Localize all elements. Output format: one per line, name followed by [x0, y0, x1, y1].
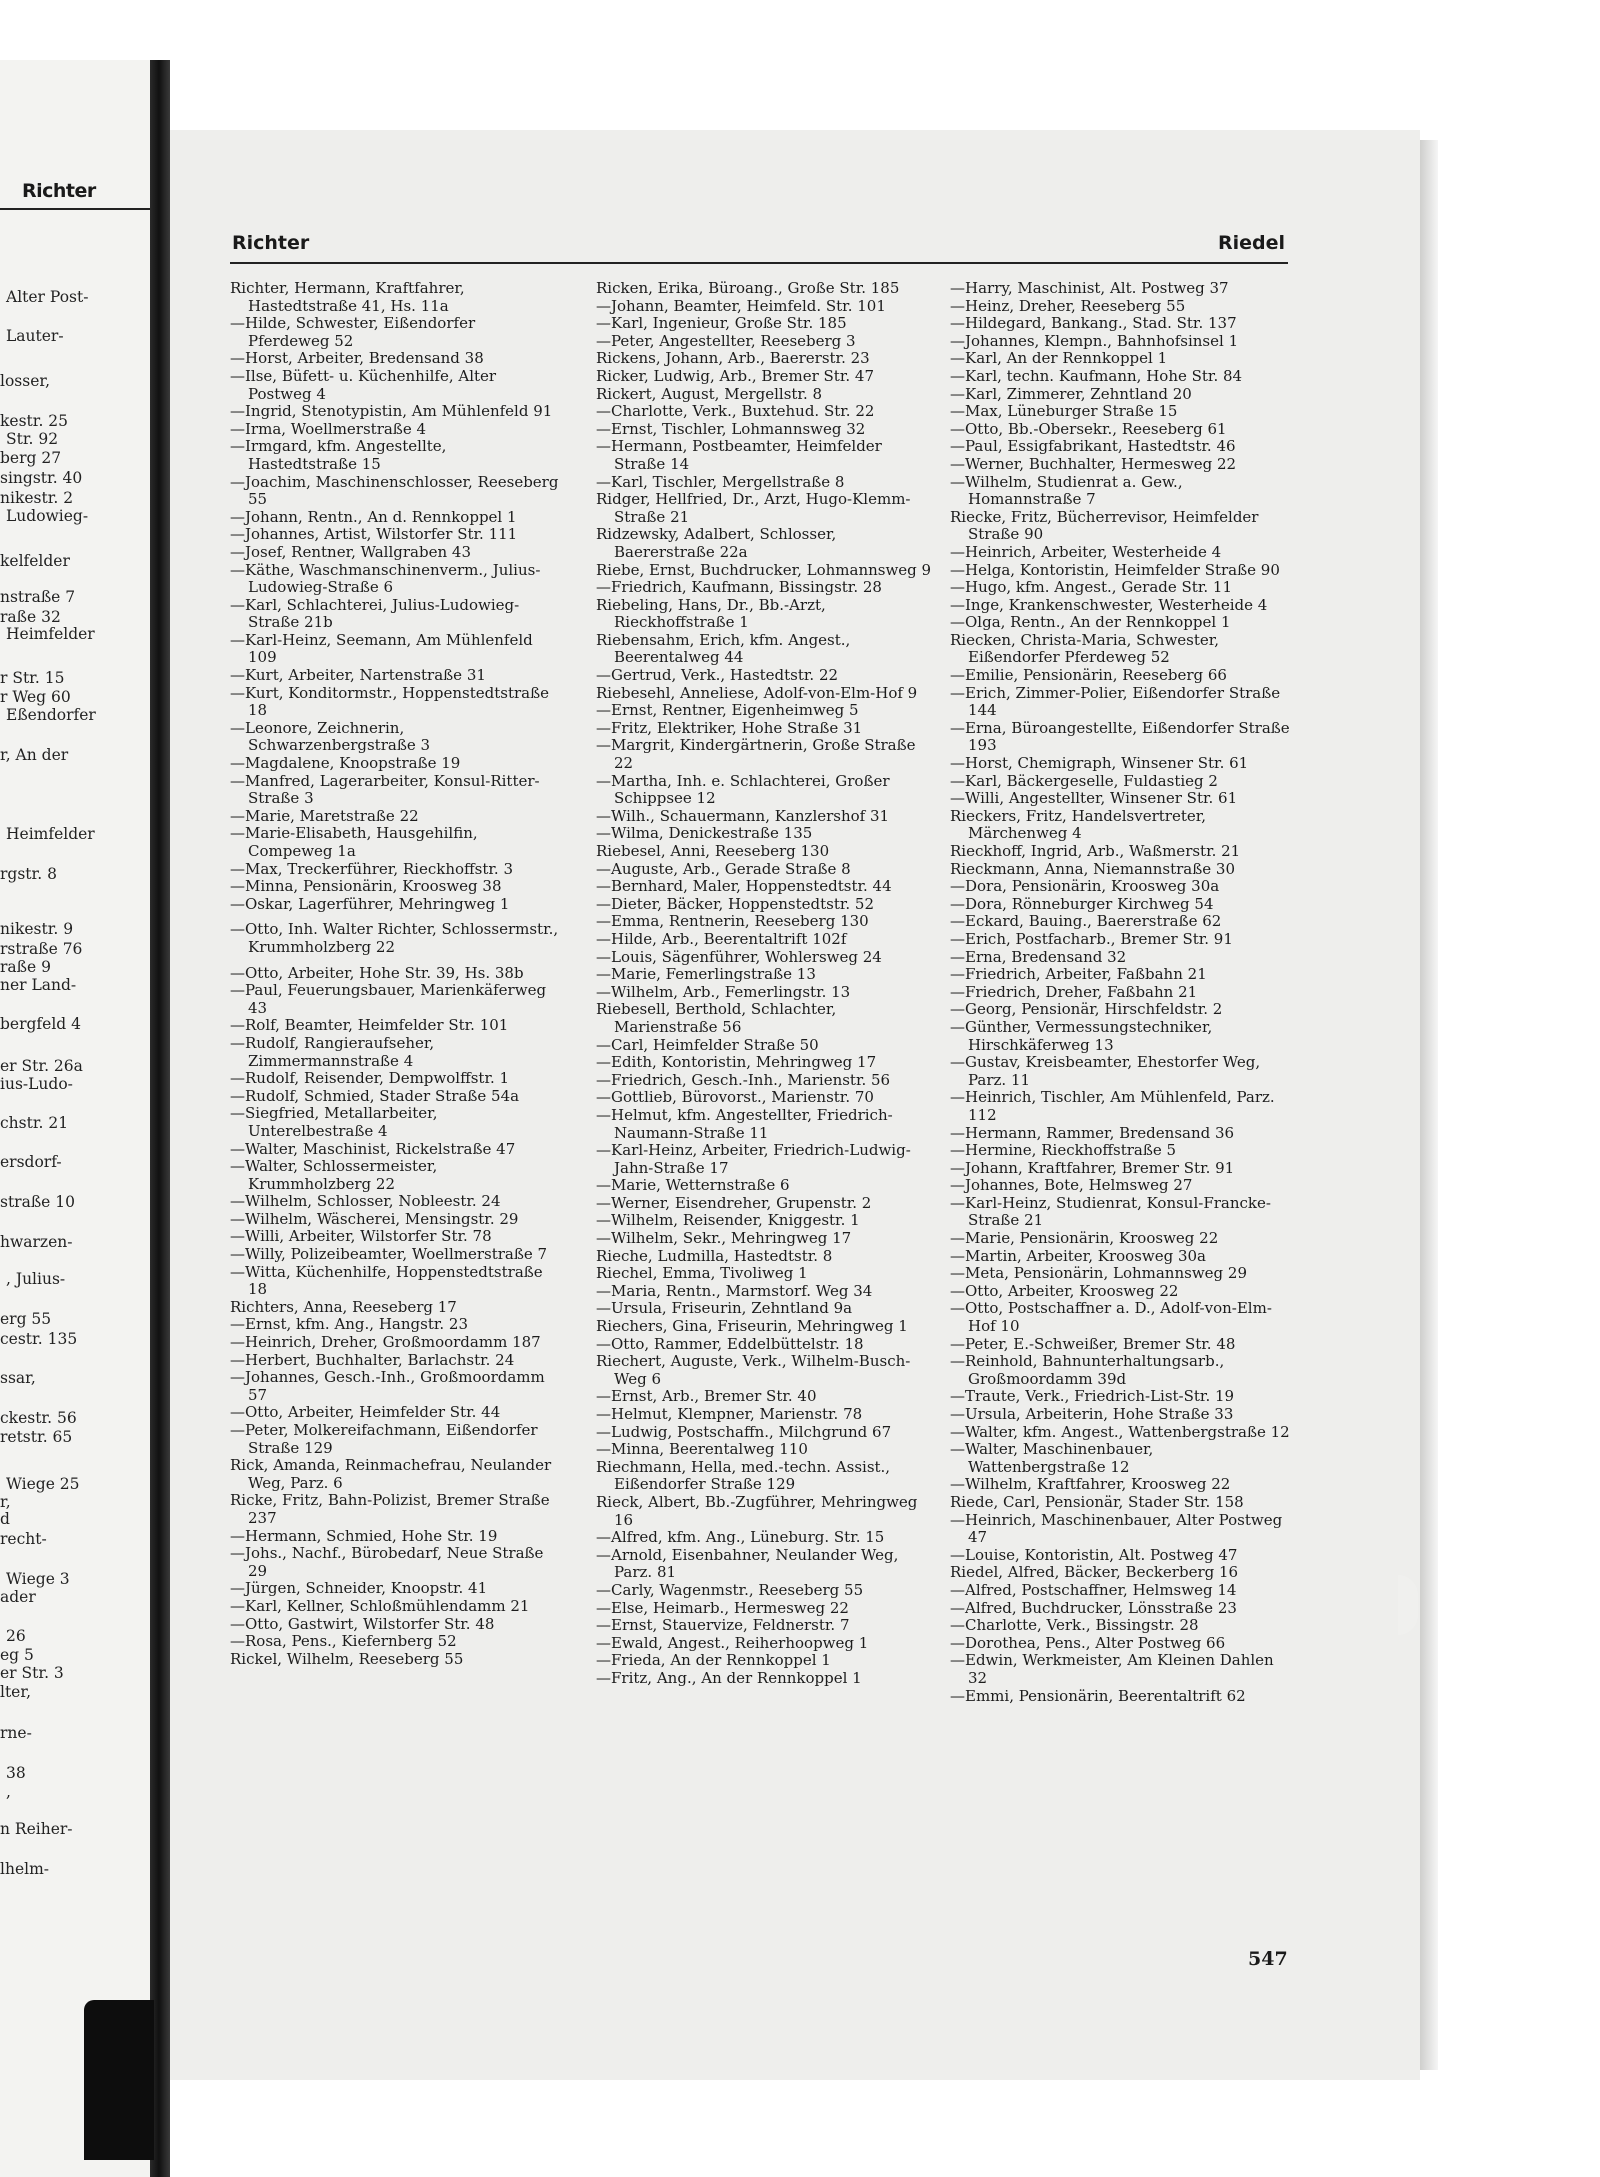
- left-text-fragment: berg 27: [0, 449, 62, 467]
- directory-entry: —Hildegard, Bankang., Stad. Str. 137: [950, 314, 1237, 333]
- directory-entry: Riebesel, Anni, Reeseberg 130: [596, 842, 830, 860]
- directory-entry: —Kurt, Arbeiter, Nartenstraße 31: [230, 666, 486, 685]
- directory-entry: Ricken, Erika, Büroang., Große Str. 185: [596, 279, 900, 297]
- directory-entry: —Karl, Zimmerer, Zehntland 20: [950, 384, 1192, 403]
- left-text-fragment: kestr. 25: [0, 412, 69, 430]
- left-text-fragment: er Str. 3: [0, 1664, 64, 1682]
- directory-entry: —Siegfried, Metallarbeiter, Unterelbestraße 4: [230, 1104, 438, 1140]
- directory-entry: —Frieda, An der Rennkoppel 1: [596, 1651, 831, 1670]
- directory-entry: —Irma, Woellmerstraße 4: [230, 419, 427, 438]
- directory-entry: —Ernst, Arb., Bremer Str. 40: [596, 1387, 817, 1406]
- directory-entry: —Peter, Molkereifachmann, Eißendorfer Straße 129: [230, 1421, 538, 1457]
- directory-entry: Riecken, Christa-Maria, Schwester, Eißendorfer Pferdeweg 52: [950, 630, 1220, 667]
- running-header: [230, 232, 1285, 262]
- directory-entry: —Paul, Essigfabrikant, Hastedtstr. 46: [950, 437, 1236, 456]
- directory-entry: —Johannes, Bote, Helmsweg 27: [950, 1176, 1193, 1195]
- directory-entry: —Johann, Kraftfahrer, Bremer Str. 91: [950, 1158, 1235, 1177]
- directory-entry: —Hermann, Schmied, Hohe Str. 19: [230, 1526, 498, 1545]
- directory-entry: —Marie, Maretstraße 22: [230, 806, 419, 825]
- directory-entry: —Ernst, Rentner, Eigenheimweg 5: [596, 701, 859, 720]
- directory-entry: —Georg, Pensionär, Hirschfeldstr. 2: [950, 1000, 1223, 1019]
- directory-entry: Rieck, Albert, Bb.-Zugführer, Mehringweg 16: [596, 1492, 918, 1529]
- directory-entry: —Karl, techn. Kaufmann, Hohe Str. 84: [950, 366, 1243, 385]
- directory-entry: —Karl, Bäckergeselle, Fuldastieg 2: [950, 771, 1218, 790]
- header-last-entry: Riedel: [1217, 232, 1285, 254]
- directory-entry: —Walter, Schlossermeister, Krummholzberg 22: [230, 1157, 438, 1193]
- directory-entry: —Karl-Heinz, Studienrat, Konsul-Francke-Straße 21: [950, 1193, 1271, 1230]
- directory-entry: —Johs., Nachf., Bürobedarf, Neue Straße 29: [230, 1544, 544, 1580]
- directory-entry: —Meta, Pensionärin, Lohmannsweg 29: [950, 1264, 1248, 1283]
- left-text-fragment: Wiege 25: [6, 1475, 80, 1493]
- directory-entry: Rickel, Wilhelm, Reeseberg 55: [230, 1649, 464, 1668]
- directory-entry: —Heinrich, Arbeiter, Westerheide 4: [950, 542, 1222, 561]
- directory-entry: —Peter, Angestellter, Reeseberg 3: [596, 331, 856, 350]
- directory-entry: —Louise, Kontoristin, Alt. Postweg 47: [950, 1545, 1238, 1564]
- directory-entry: —Reinhold, Bahnunterhaltungsarb., Großmoordamm 39d: [950, 1352, 1225, 1388]
- directory-entry: —Martin, Arbeiter, Kroosweg 30a: [950, 1246, 1206, 1265]
- directory-entry: —Wilhelm, Sekr., Mehringweg 17: [596, 1229, 852, 1248]
- directory-entry: —Günther, Vermessungstechniker, Hirschkäferweg 13: [950, 1017, 1213, 1054]
- directory-entry: —Ernst, Stauervize, Feldnerstr. 7: [596, 1616, 850, 1635]
- directory-entry: —Johann, Rentn., An d. Rennkoppel 1: [230, 507, 517, 526]
- left-text-fragment: rne-: [0, 1724, 32, 1742]
- directory-entry: —Heinrich, Tischler, Am Mühlenfeld, Parz. 112: [950, 1088, 1275, 1124]
- directory-entry: —Carl, Heimfelder Straße 50: [596, 1035, 819, 1054]
- directory-entry: —Auguste, Arb., Gerade Straße 8: [596, 859, 851, 878]
- header-first-entry: Richter: [232, 232, 310, 254]
- left-text-fragment: chstr. 21: [0, 1114, 69, 1132]
- directory-entry: —Manfred, Lagerarbeiter, Konsul-Ritter-Straße 3: [230, 771, 540, 808]
- directory-entry: —Ernst, kfm. Ang., Hangstr. 23: [230, 1315, 469, 1334]
- left-text-fragment: ,: [6, 1783, 11, 1801]
- directory-entry: Richter, Hermann, Kraftfahrer, Hastedtstraße 41, Hs. 11a: [230, 279, 465, 315]
- left-text-fragment: er Str. 26a: [0, 1057, 83, 1075]
- left-text-fragment: r,: [0, 1493, 11, 1511]
- directory-entry: —Max, Lüneburger Straße 15: [950, 402, 1178, 421]
- directory-entry: Ridzewsky, Adalbert, Schlosser, Baererstraße 22a: [596, 525, 837, 561]
- directory-entry: —Wilhelm, Wäscherei, Mensingstr. 29: [230, 1209, 519, 1228]
- left-text-fragment: hwarzen-: [0, 1233, 73, 1251]
- directory-entry: —Emilie, Pensionärin, Reeseberg 66: [950, 666, 1227, 685]
- directory-entry: —Otto, Bb.-Obersekr., Reeseberg 61: [950, 419, 1227, 438]
- left-text-fragment: d: [0, 1510, 10, 1528]
- left-text-fragment: Alter Post-: [6, 288, 89, 306]
- directory-entry: Rieckers, Fritz, Handelsvertreter, Märchenweg 4: [950, 806, 1207, 843]
- directory-entry: —Willi, Arbeiter, Wilstorfer Str. 78: [230, 1227, 492, 1246]
- left-text-fragment: rstraße 76: [0, 940, 83, 958]
- directory-entry: Riedel, Alfred, Bäcker, Beckerberg 16: [950, 1563, 1239, 1582]
- directory-entry: —Walter, Maschinist, Rickelstraße 47: [230, 1139, 516, 1158]
- directory-column-2: [596, 280, 936, 1688]
- directory-entry: —Alfred, kfm. Ang., Lüneburg. Str. 15: [596, 1528, 885, 1547]
- directory-entry: —Dora, Pensionärin, Kroosweg 30a: [950, 877, 1220, 896]
- left-text-fragment: bergfeld 4: [0, 1015, 82, 1033]
- directory-entry: —Erna, Bredensand 32: [950, 947, 1127, 966]
- directory-entry: —Walter, Maschinenbauer, Wattenbergstraße 12: [950, 1440, 1154, 1476]
- directory-entry: —Inge, Krankenschwester, Westerheide 4: [950, 595, 1268, 614]
- directory-entry: —Hugo, kfm. Angest., Gerade Str. 11: [950, 578, 1232, 597]
- directory-entry: Riebesell, Berthold, Schlachter, Marienstraße 56: [596, 1000, 837, 1036]
- directory-entry: —Carly, Wagenmstr., Reeseberg 55: [596, 1580, 864, 1599]
- directory-entry: —Wilhelm, Schlosser, Nobleestr. 24: [230, 1192, 501, 1211]
- left-text-fragment: erg 55: [0, 1310, 52, 1328]
- directory-entry: —Helga, Kontoristin, Heimfelder Straße 90: [950, 560, 1280, 579]
- left-text-fragment: Lauter-: [6, 327, 64, 345]
- directory-entry: —Karl-Heinz, Arbeiter, Friedrich-Ludwig-Jahn-Straße 17: [596, 1141, 911, 1177]
- directory-entry: —Ursula, Friseurin, Zehntland 9a: [596, 1299, 853, 1318]
- left-text-fragment: , Julius-: [6, 1270, 66, 1288]
- directory-entry: —Charlotte, Verk., Bissingstr. 28: [950, 1616, 1199, 1635]
- directory-entry: Rieckhoff, Ingrid, Arb., Waßmerstr. 21: [950, 842, 1241, 860]
- left-text-fragment: ius-Ludo-: [0, 1075, 73, 1093]
- left-header-rule: [0, 208, 150, 210]
- directory-entry: —Karl, An der Rennkoppel 1: [950, 349, 1168, 368]
- directory-entry: —Oskar, Lagerführer, Mehringweg 1: [230, 894, 510, 913]
- directory-entry: Riebesehl, Anneliese, Adolf-von-Elm-Hof 9: [596, 683, 918, 702]
- directory-entry: —Dieter, Bäcker, Hoppenstedtstr. 52: [596, 894, 875, 913]
- directory-entry: —Johannes, Artist, Wilstorfer Str. 111: [230, 525, 518, 544]
- directory-entry: —Erich, Postfacharb., Bremer Str. 91: [950, 929, 1233, 948]
- directory-entry: —Louis, Sägenführer, Wohlersweg 24: [596, 947, 882, 966]
- directory-entry: —Minna, Pensionärin, Kroosweg 38: [230, 877, 502, 896]
- left-text-fragment: nstraße 7: [0, 588, 76, 606]
- left-text-fragment: r Weg 60: [0, 688, 71, 706]
- directory-entry: —Rudolf, Rangieraufseher, Zimmermannstraße 4: [230, 1033, 435, 1070]
- directory-entry: —Johann, Beamter, Heimfeld. Str. 101: [596, 296, 886, 315]
- directory-entry: —Marie-Elisabeth, Hausgehilfin, Compeweg 1a: [230, 824, 478, 860]
- directory-entry: —Rosa, Pens., Kiefernberg 52: [230, 1632, 457, 1651]
- directory-entry: —Karl-Heinz, Seemann, Am Mühlenfeld 109: [230, 630, 533, 667]
- directory-entry: —Otto, Inh. Walter Richter, Schlossermstr., Krummholzberg 22: [230, 920, 559, 956]
- directory-entry: —Karl, Kellner, Schloßmühlendamm 21: [230, 1596, 530, 1615]
- directory-entry: Riechmann, Hella, med.-techn. Assist., Eißendorfer Straße 129: [596, 1457, 891, 1494]
- left-text-fragment: ersdorf-: [0, 1153, 62, 1171]
- page-edge: [1420, 140, 1438, 2070]
- left-text-fragment: lhelm-: [0, 1860, 50, 1878]
- directory-entry: Rieckmann, Anna, Niemannstraße 30: [950, 859, 1235, 878]
- directory-entry: —Joachim, Maschinenschlosser, Reeseberg 55: [230, 472, 559, 509]
- directory-entry: —Werner, Eisendreher, Grupenstr. 2: [596, 1193, 872, 1212]
- directory-entry: —Erna, Büroangestellte, Eißendorfer Straße 193: [950, 718, 1290, 755]
- directory-entry: —Edwin, Werkmeister, Am Kleinen Dahlen 32: [950, 1651, 1274, 1687]
- left-text-fragment: retstr. 65: [0, 1428, 73, 1446]
- left-text-fragment: raße 9: [0, 958, 51, 976]
- directory-entry: Ricke, Fritz, Bahn-Polizist, Bremer Straße 237: [230, 1491, 550, 1527]
- directory-entry: —Harry, Maschinist, Alt. Postweg 37: [950, 279, 1229, 297]
- directory-entry: —Erich, Zimmer-Polier, Eißendorfer Straße 144: [950, 683, 1281, 720]
- directory-entry: —Karl, Tischler, Mergellstraße 8: [596, 472, 845, 491]
- directory-entry: —Otto, Gastwirt, Wilstorfer Str. 48: [230, 1614, 495, 1633]
- directory-entry: —Emmi, Pensionärin, Beerentaltrift 62: [950, 1686, 1246, 1705]
- directory-column-3: [950, 280, 1290, 1705]
- left-text-fragment: r Str. 15: [0, 669, 65, 687]
- directory-entry: —Willi, Angestellter, Winsener Str. 61: [950, 789, 1238, 808]
- directory-entry: —Wilhelm, Reisender, Kniggestr. 1: [596, 1211, 860, 1230]
- left-text-fragment: 38: [6, 1764, 26, 1782]
- left-text-fragment: nikestr. 2: [0, 489, 74, 507]
- left-text-fragment: nikestr. 9: [0, 920, 74, 938]
- directory-entry: Ridger, Hellfried, Dr., Arzt, Hugo-Klemm-Straße 21: [596, 490, 911, 526]
- directory-entry: —Marie, Wetternstraße 6: [596, 1176, 790, 1195]
- directory-entry: Rieche, Ludmilla, Hastedtstr. 8: [596, 1246, 833, 1265]
- left-text-fragment: ckestr. 56: [0, 1409, 77, 1427]
- directory-entry: —Wilhelm, Studienrat a. Gew., Homannstraße 7: [950, 472, 1183, 509]
- left-text-fragment: kelfelder: [0, 552, 70, 570]
- directory-entry: —Karl, Ingenieur, Große Str. 185: [596, 314, 847, 333]
- directory-entry: —Hermine, Rieckhoffstraße 5: [950, 1141, 1177, 1160]
- directory-entry: Riebe, Ernst, Buchdrucker, Lohmannsweg 9: [596, 560, 932, 579]
- directory-entry: —Eckard, Bauing., Baererstraße 62: [950, 912, 1222, 931]
- directory-entry: Riebeling, Hans, Dr., Bb.-Arzt, Rieckhoffstraße 1: [596, 595, 826, 632]
- directory-entry: —Witta, Küchenhilfe, Hoppenstedtstraße 18: [230, 1262, 543, 1299]
- left-text-fragment: singstr. 40: [0, 469, 83, 487]
- directory-entry: —Margrit, Kindergärtnerin, Große Straße 22: [596, 736, 916, 773]
- directory-entry: Riechert, Auguste, Verk., Wilhelm-Busch-Weg 6: [596, 1352, 911, 1388]
- directory-entry: —Hilde, Schwester, Eißendorfer Pferdeweg 52: [230, 314, 476, 350]
- directory-entry: —Peter, E.-Schweißer, Bremer Str. 48: [950, 1334, 1236, 1353]
- directory-entry: —Friedrich, Kaufmann, Bissingstr. 28: [596, 578, 882, 597]
- directory-entry: Riechel, Emma, Tivoliweg 1: [596, 1264, 808, 1283]
- directory-entry: Richters, Anna, Reeseberg 17: [230, 1297, 457, 1316]
- directory-entry: —Hermann, Postbeamter, Heimfelder Straße 14: [596, 437, 882, 473]
- directory-entry: —Marie, Femerlingstraße 13: [596, 965, 816, 984]
- directory-entry: —Walter, kfm. Angest., Wattenbergstraße 12: [950, 1422, 1290, 1441]
- directory-entry: —Traute, Verk., Friedrich-List-Str. 19: [950, 1387, 1235, 1406]
- directory-entry: —Otto, Postschaffner a. D., Adolf-von-Elm-Hof 10: [950, 1299, 1272, 1336]
- left-page-header: Richter: [22, 180, 96, 202]
- left-text-fragment: raße 32: [0, 608, 61, 626]
- directory-entry: —Magdalene, Knoopstraße 19: [230, 754, 461, 773]
- left-text-fragment: n Reiher-: [0, 1820, 73, 1838]
- directory-entry: —Wilma, Denickestraße 135: [596, 824, 813, 843]
- directory-entry: —Otto, Arbeiter, Hohe Str. 39, Hs. 38b: [230, 963, 524, 982]
- directory-entry: —Herbert, Buchhalter, Barlachstr. 24: [230, 1350, 515, 1369]
- left-text-fragment: losser,: [0, 372, 51, 390]
- directory-entry: Riede, Carl, Pensionär, Stader Str. 158: [950, 1492, 1244, 1511]
- directory-entry: —Heinrich, Dreher, Großmoordamm 187: [230, 1333, 541, 1352]
- directory-entry: —Dorothea, Pens., Alter Postweg 66: [950, 1633, 1226, 1652]
- directory-entry: —Helmut, kfm. Angestellter, Friedrich-Naumann-Straße 11: [596, 1105, 893, 1142]
- directory-entry: —Ludwig, Postschaffn., Milchgrund 67: [596, 1422, 892, 1441]
- left-text-fragment: lter,: [0, 1683, 31, 1701]
- directory-entry: —Rudolf, Reisender, Dempwolffstr. 1: [230, 1069, 510, 1088]
- left-page-fragment: [0, 60, 150, 2177]
- directory-entry: Riechers, Gina, Friseurin, Mehringweg 1: [596, 1317, 908, 1336]
- directory-entry: —Werner, Buchhalter, Hermesweg 22: [950, 454, 1237, 473]
- directory-entry: —Marie, Pensionärin, Kroosweg 22: [950, 1229, 1219, 1248]
- directory-entry: —Ewald, Angest., Reiherhoopweg 1: [596, 1633, 869, 1652]
- left-text-fragment: ssar,: [0, 1369, 36, 1387]
- directory-entry: —Friedrich, Arbeiter, Faßbahn 21: [950, 965, 1207, 984]
- left-text-fragment: straße 10: [0, 1193, 76, 1211]
- directory-entry: —Otto, Arbeiter, Heimfelder Str. 44: [230, 1403, 501, 1422]
- directory-entry: —Emma, Rentnerin, Reeseberg 130: [596, 912, 869, 931]
- directory-entry: —Gottlieb, Bürovorst., Marienstr. 70: [596, 1088, 874, 1107]
- left-text-fragment: cestr. 135: [0, 1330, 78, 1348]
- directory-entry: —Leonore, Zeichnerin, Schwarzenbergstraße 3: [230, 718, 431, 755]
- directory-entry: —Gustav, Kreisbeamter, Ehestorfer Weg, Parz. 11: [950, 1053, 1261, 1089]
- directory-entry: —Horst, Chemigraph, Winsener Str. 61: [950, 754, 1249, 773]
- directory-entry: —Maria, Rentn., Marmstorf. Weg 34: [596, 1281, 873, 1300]
- left-text-fragment: Str. 92: [6, 430, 59, 448]
- directory-entry: —Alfred, Postschaffner, Helmsweg 14: [950, 1580, 1237, 1599]
- directory-entry: —Alfred, Buchdrucker, Lönsstraße 23: [950, 1598, 1237, 1617]
- directory-entry: Rickert, August, Mergellstr. 8: [596, 384, 823, 403]
- directory-entry: —Olga, Rentn., An der Rennkoppel 1: [950, 613, 1231, 632]
- directory-entry: —Else, Heimarb., Hermesweg 22: [596, 1598, 849, 1617]
- directory-entry: Riebensahm, Erich, kfm. Angest., Beerentalweg 44: [596, 630, 851, 667]
- directory-entry: —Bernhard, Maler, Hoppenstedtstr. 44: [596, 877, 892, 896]
- directory-entry: —Otto, Rammer, Eddelbüttelstr. 18: [596, 1334, 864, 1353]
- directory-entry: —Karl, Schlachterei, Julius-Ludowieg-Straße 21b: [230, 595, 520, 632]
- directory-entry: —Hilde, Arb., Beerentaltrift 102f: [596, 929, 847, 948]
- left-text-fragment: Wiege 3: [6, 1570, 70, 1588]
- directory-entry: —Ernst, Tischler, Lohmannsweg 32: [596, 419, 866, 438]
- directory-entry: —Paul, Feuerungsbauer, Marienkäferweg 43: [230, 981, 547, 1017]
- directory-entry: —Martha, Inh. e. Schlachterei, Großer Schippsee 12: [596, 771, 890, 808]
- directory-entry: —Ursula, Arbeiterin, Hohe Straße 33: [950, 1405, 1234, 1423]
- left-text-fragment: ader: [0, 1588, 36, 1606]
- directory-entry: —Rolf, Beamter, Heimfelder Str. 101: [230, 1016, 509, 1035]
- directory-entry: —Kurt, Konditormstr., Hoppenstedtstraße 18: [230, 683, 549, 720]
- directory-entry: —Wilhelm, Kraftfahrer, Kroosweg 22: [950, 1475, 1231, 1494]
- directory-entry: —Heinrich, Maschinenbauer, Alter Postweg 47: [950, 1510, 1283, 1547]
- left-text-fragment: ner Land-: [0, 976, 77, 994]
- directory-entry: Riecke, Fritz, Bücherrevisor, Heimfelder Straße 90: [950, 507, 1259, 544]
- left-text-fragment: Heimfelder: [6, 625, 95, 643]
- directory-entry: —Minna, Beerentalweg 110: [596, 1440, 808, 1459]
- left-text-fragment: 26: [6, 1627, 26, 1645]
- directory-entry: Rick, Amanda, Reinmachefrau, Neulander Weg, Parz. 6: [230, 1456, 552, 1492]
- left-text-fragment: eg 5: [0, 1646, 34, 1664]
- left-text-fragment: Heimfelder: [6, 825, 95, 843]
- directory-entry: —Ingrid, Stenotypistin, Am Mühlenfeld 91: [230, 402, 553, 421]
- binding-shadow: [84, 2000, 154, 2160]
- left-text-fragment: r, An der: [0, 746, 69, 764]
- directory-entry: —Wilhelm, Arb., Femerlingstr. 13: [596, 982, 851, 1001]
- directory-entry: —Gertrud, Verk., Hastedtstr. 22: [596, 666, 839, 685]
- directory-entry: —Charlotte, Verk., Buxtehud. Str. 22: [596, 402, 875, 421]
- directory-entry: —Friedrich, Dreher, Faßbahn 21: [950, 982, 1198, 1001]
- directory-entry: —Fritz, Elektriker, Hohe Straße 31: [596, 718, 863, 737]
- directory-entry: —Friedrich, Gesch.-Inh., Marienstr. 56: [596, 1070, 891, 1089]
- directory-entry: —Josef, Rentner, Wallgraben 43: [230, 542, 471, 561]
- directory-entry: —Helmut, Klempner, Marienstr. 78: [596, 1405, 863, 1423]
- directory-entry: —Käthe, Waschmanschinenverm., Julius-Ludowieg-Straße 6: [230, 560, 541, 597]
- directory-entry: Rickens, Johann, Arb., Baererstr. 23: [596, 349, 870, 368]
- directory-column-1: [230, 280, 560, 1668]
- directory-entry: —Heinz, Dreher, Reeseberg 55: [950, 296, 1186, 315]
- directory-entry: —Arnold, Eisenbahner, Neulander Weg, Parz. 81: [596, 1545, 899, 1582]
- directory-entry: —Ilse, Büfett- u. Küchenhilfe, Alter Postweg 4: [230, 366, 497, 403]
- directory-entry: —Jürgen, Schneider, Knoopstr. 41: [230, 1579, 488, 1598]
- directory-entry: —Edith, Kontoristin, Mehringweg 17: [596, 1053, 877, 1072]
- directory-entry: —Wilh., Schauermann, Kanzlershof 31: [596, 806, 890, 825]
- directory-entry: —Johannes, Gesch.-Inh., Großmoordamm 57: [230, 1368, 545, 1404]
- directory-entry: Ricker, Ludwig, Arb., Bremer Str. 47: [596, 366, 874, 385]
- directory-entry: —Hermann, Rammer, Bredensand 36: [950, 1123, 1235, 1142]
- page-number: 547: [1248, 1948, 1288, 1970]
- directory-entry: —Max, Treckerführer, Rieckhoffstr. 3: [230, 859, 514, 878]
- left-text-fragment: Eßendorfer: [6, 706, 96, 724]
- directory-entry: —Willy, Polizeibeamter, Woellmerstraße 7: [230, 1245, 548, 1264]
- header-rule: [230, 262, 1288, 264]
- directory-entry: —Otto, Arbeiter, Kroosweg 22: [950, 1281, 1179, 1300]
- left-text-fragment: Ludowieg-: [6, 507, 89, 525]
- directory-entry: —Irmgard, kfm. Angestellte, Hastedtstraße 15: [230, 437, 447, 473]
- directory-entry: —Dora, Rönneburger Kirchweg 54: [950, 894, 1214, 913]
- directory-entry: —Johannes, Klempn., Bahnhofsinsel 1: [950, 331, 1239, 350]
- left-text-fragment: recht-: [0, 1530, 47, 1548]
- directory-entry: —Fritz, Ang., An der Rennkoppel 1: [596, 1668, 862, 1687]
- book-binding: [150, 60, 170, 2177]
- directory-entry: —Horst, Arbeiter, Bredensand 38: [230, 349, 484, 368]
- directory-entry: —Rudolf, Schmied, Stader Straße 54a: [230, 1086, 520, 1105]
- left-text-fragment: rgstr. 8: [0, 865, 57, 883]
